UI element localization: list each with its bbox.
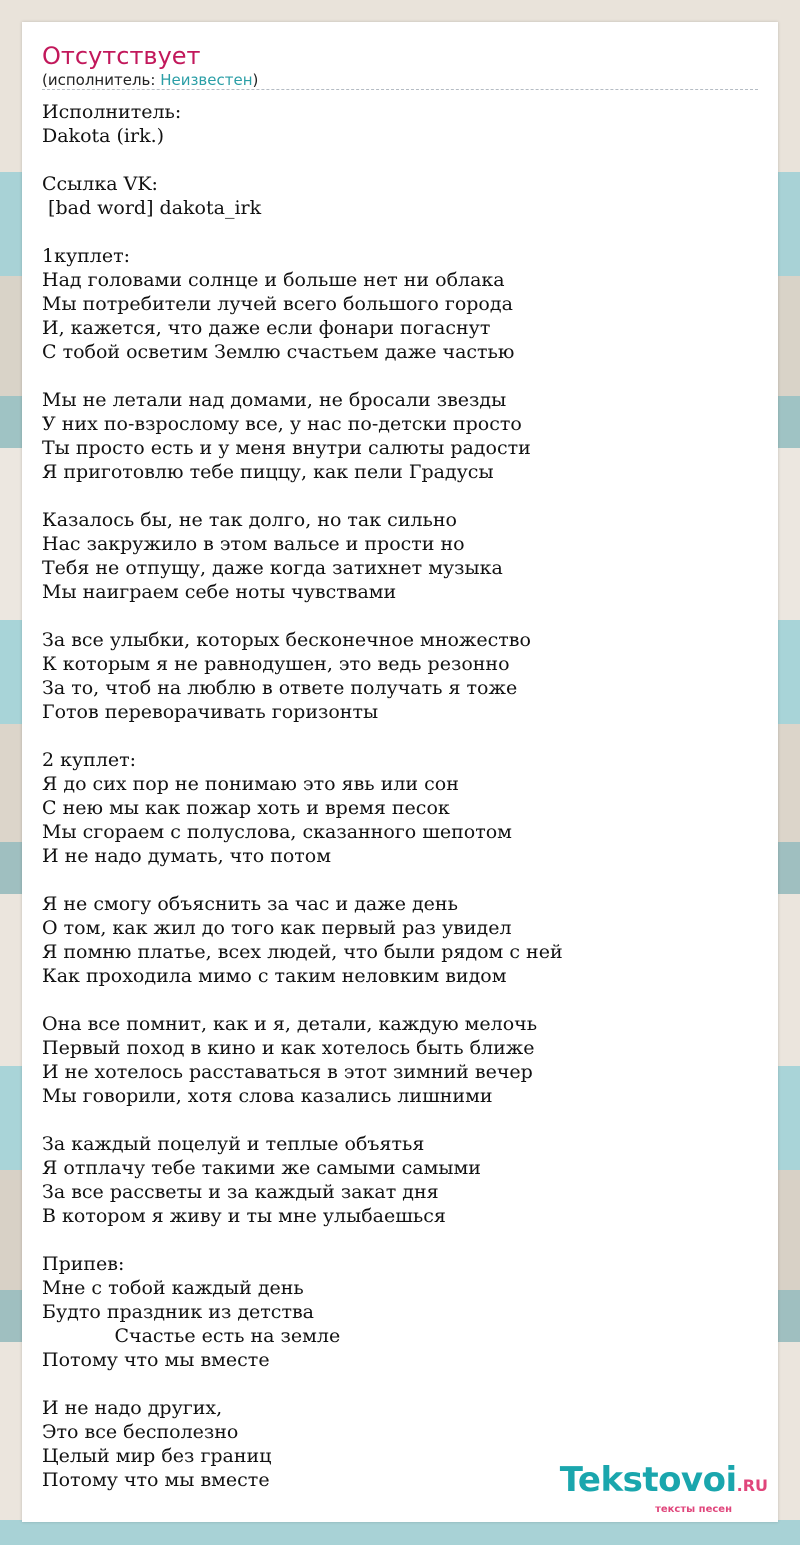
lyrics-card [22,22,778,1522]
song-title: Отсутствует [42,42,201,70]
artist-line [42,71,258,89]
logo-name: Tekstovoi [559,1460,737,1500]
logo-wordmark [560,1462,768,1504]
lyrics-text: Исполнитель: Dakota (irk.) Ссылка VK: [bad word] dakota_irk 1куплет: Над головами солнце и больше нет ни облака Мы потребители лучей всего большого города И, кажется, что даже если фонари погаснут С тобой осветим Землю счастьем даже частью Мы не летали над домами, не бросали звезды У них по-взрослому все, у нас по-детски просто Ты просто есть и у меня внутри салюты радости Я приготовлю тебе пиццу, как пели Градусы Казалось бы, не так долго, но так сильно Нас закружило в этом вальсе и прости но Тебя не отпущу, даже когда затихнет музыка Мы наиграем себе ноты чувствами За все улыбки, которых бесконечное множество К которым я не равнодушен, это ведь резонно За то, чтоб на люблю в ответе получать я тоже Готов переворачивать горизонты 2 куплет: Я до сих пор не понимаю это явь или сон С нею мы как пожар хоть и время песок Мы сгораем с полуслова, сказанного шепотом И не надо думать, что потом Я не смогу объяснить за час и даже день О том, как жил до того как первый раз увидел Я помню платье, всех людей, что были рядом с ней Как проходила мимо с таким неловким видом Она все помнит, как и я, детали, каждую мелочь Первый поход в кино и как хотелось быть ближе И не хотелось расставаться в этот зимний вечер Мы говорили, хотя слова казались лишними За каждый поцелуй и теплые объятья Я отплачу тебе такими же самыми самыми За все рассветы и за каждый закат дня В котором я живу и ты мне улыбаешься Припев: Мне с тобой каждый день Будто праздник из детства Счастье есть на земле Потому что мы вместе И не надо других, Это все бесполезно Целый мир без границ Потому что мы вместе [42,101,563,1491]
site-logo[interactable] [560,1462,768,1516]
artist-suffix: ) [252,71,259,89]
logo-tld: .RU [736,1476,768,1495]
logo-tagline: тексты песен [655,1504,732,1515]
artist-link[interactable]: Неизвестен [160,71,253,89]
artist-prefix: (исполнитель: [42,71,161,89]
header-divider [42,89,758,90]
